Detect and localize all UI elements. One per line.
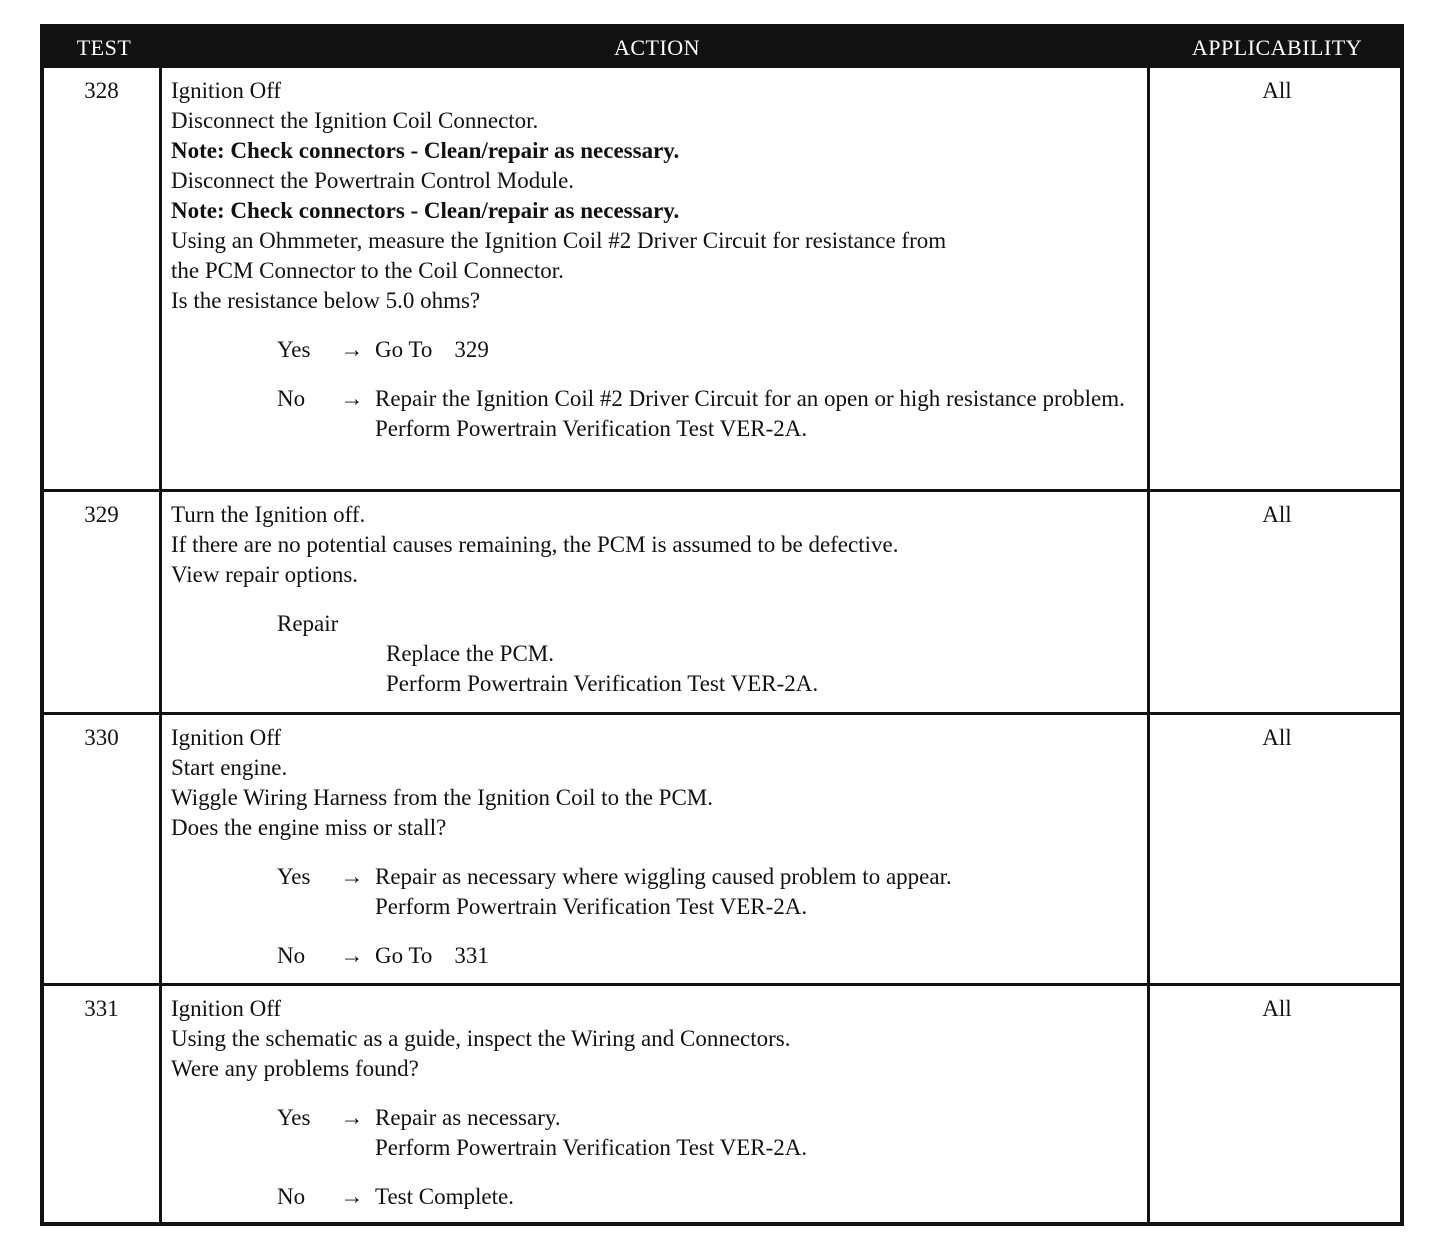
no-label: No: [277, 943, 306, 968]
no-result: [375, 1182, 1139, 1212]
yes-label: Yes: [277, 337, 311, 362]
goto-label: Go To: [375, 337, 433, 362]
arrow-icon: →: [340, 943, 364, 968]
result-line: Perform Powertrain Verification Test VER-2A.: [375, 416, 808, 441]
action-line: Wiggle Wiring Harness from the Ignition Coil to the PCM.: [171, 785, 714, 810]
action-line: Ignition Off: [171, 78, 282, 103]
no-label: No: [277, 1184, 306, 1209]
note-line: Note: Check connectors - Clean/repair as necessary.: [171, 138, 680, 163]
no-label: No: [277, 386, 306, 411]
no-result: [375, 384, 1139, 444]
yes-result: [375, 1103, 1139, 1163]
action-line: Ignition Off: [171, 725, 282, 750]
result-line: Repair the Ignition Coil #2 Driver Circuit for an open or high resistance problem.: [375, 386, 1125, 411]
goto-result: [375, 941, 1139, 971]
repair-label: Repair: [277, 611, 339, 636]
action-line: Turn the Ignition off.: [171, 502, 366, 527]
header-test: TEST: [76, 35, 132, 60]
action-line: Ignition Off: [171, 996, 282, 1021]
action-line: View repair options.: [171, 562, 359, 587]
yes-branch: [171, 1103, 1139, 1163]
action-line: Start engine.: [171, 755, 288, 780]
action-line: Using an Ohmmeter, measure the Ignition Coil #2 Driver Circuit for resistance from: [171, 228, 947, 253]
action-line: Disconnect the Powertrain Control Module.: [171, 168, 575, 193]
table-row-330: [44, 712, 1400, 983]
result-line: Perform Powertrain Verification Test VER-2A.: [375, 894, 808, 919]
action-line: Disconnect the Ignition Coil Connector.: [171, 108, 539, 133]
repair-options: [171, 609, 1139, 699]
action-cell: [162, 68, 1150, 489]
yes-label: Yes: [277, 1105, 311, 1130]
arrow-icon: →: [340, 1184, 364, 1209]
question-line: Is the resistance below 5.0 ohms?: [171, 288, 481, 313]
applicability-value: All: [1262, 725, 1292, 750]
header-action: ACTION: [613, 35, 701, 60]
result-line: Repair as necessary.: [375, 1105, 561, 1130]
table-row-329: [44, 489, 1400, 712]
action-line: If there are no potential causes remaining, the PCM is assumed to be defective.: [171, 532, 899, 557]
yes-label: Yes: [277, 864, 311, 889]
no-branch: [171, 941, 1139, 971]
result-line: Test Complete.: [375, 1184, 514, 1209]
yes-branch: [171, 862, 1139, 922]
action-line: the PCM Connector to the Coil Connector.: [171, 258, 564, 283]
yes-branch: [171, 335, 1139, 365]
table-header: [44, 28, 1400, 68]
question-line: Does the engine miss or stall?: [171, 815, 447, 840]
goto-result: [375, 335, 1139, 365]
result-line: Repair as necessary where wiggling caused problem to appear.: [375, 864, 952, 889]
diagnostic-test-table: [40, 24, 1404, 1226]
note-line: Note: Check connectors - Clean/repair as necessary.: [171, 198, 680, 223]
applicability-value: All: [1262, 996, 1292, 1021]
yes-result: [375, 862, 1139, 922]
repair-line: Perform Powertrain Verification Test VER-2A.: [386, 671, 819, 696]
applicability-value: All: [1262, 502, 1292, 527]
result-line: Perform Powertrain Verification Test VER-2A.: [375, 1135, 808, 1160]
arrow-icon: →: [340, 386, 364, 411]
goto-target: 329: [454, 337, 489, 362]
header-applicability: APPLICABILITY: [1191, 35, 1363, 60]
arrow-icon: →: [340, 864, 364, 889]
action-cell: [162, 492, 1150, 712]
test-number: 328: [44, 68, 162, 489]
goto-label: Go To: [375, 943, 433, 968]
arrow-icon: →: [340, 1105, 364, 1130]
action-line: Using the schematic as a guide, inspect the Wiring and Connectors.: [171, 1026, 791, 1051]
no-branch: [171, 1182, 1139, 1212]
question-line: Were any problems found?: [171, 1056, 419, 1081]
no-branch: [171, 384, 1139, 444]
action-cell: [162, 715, 1150, 983]
goto-target: 331: [454, 943, 489, 968]
test-number: 330: [44, 715, 162, 983]
test-number: 331: [44, 986, 162, 1222]
table-row-328: [44, 68, 1400, 489]
test-number: 329: [44, 492, 162, 712]
action-cell: [162, 986, 1150, 1222]
table-row-331: [44, 983, 1400, 1222]
repair-line: Replace the PCM.: [386, 641, 554, 666]
applicability-value: All: [1262, 78, 1292, 103]
arrow-icon: →: [340, 337, 364, 362]
